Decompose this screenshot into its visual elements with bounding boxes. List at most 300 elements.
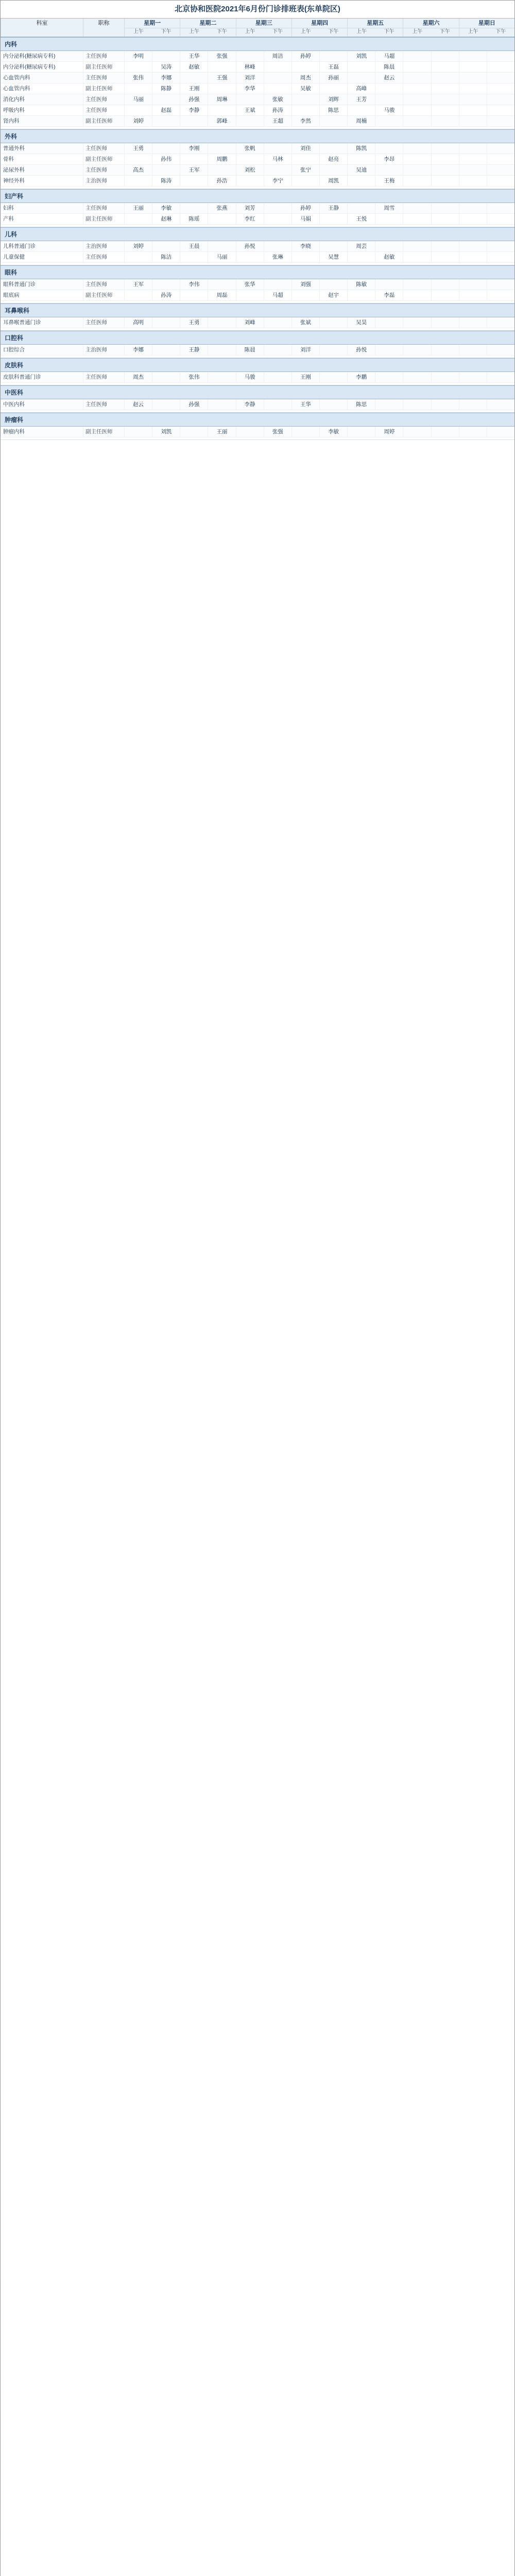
pm-label: 下午 — [328, 29, 339, 35]
slot-cell — [459, 345, 487, 355]
slot-cell: 陈洁 — [152, 252, 180, 262]
schedule-row — [1, 73, 514, 83]
slot-cell: 赵敏 — [375, 252, 403, 262]
slot-cell — [347, 105, 375, 115]
slot-cell — [375, 116, 403, 126]
slot-cell: 马林 — [264, 154, 291, 164]
schedule-row — [1, 116, 514, 127]
slot-cell: 王静 — [319, 203, 347, 213]
slot-cell: 周杰 — [124, 372, 152, 382]
title-header-label: 职称 — [98, 20, 110, 26]
day-name: 星期一 — [144, 20, 161, 26]
schedule-row — [1, 345, 514, 355]
slot-cell: 周琳 — [208, 94, 235, 105]
day-name: 星期六 — [422, 20, 440, 26]
dept-cell: 神经外科 — [1, 176, 83, 186]
slot-cell — [487, 83, 514, 94]
schedule-row — [1, 317, 514, 328]
slot-cell: 张燕 — [208, 203, 235, 213]
slot-cell — [487, 252, 514, 262]
slot-cell: 张强 — [264, 427, 291, 437]
slot-cell: 刘婷 — [124, 241, 152, 251]
am-label: 上午 — [412, 29, 423, 35]
slot-cell — [264, 203, 291, 213]
slot-cell — [487, 399, 514, 410]
slot-cell: 李娜 — [152, 73, 180, 83]
slot-cell — [264, 214, 291, 224]
slot-cell: 王勇 — [124, 143, 152, 154]
slot-cell: 吴昊 — [347, 317, 375, 328]
section-spacer — [1, 301, 514, 303]
section-spacer — [1, 437, 514, 439]
pm-label: 下午 — [439, 29, 450, 35]
day-header-mon — [124, 19, 180, 37]
section-rows — [1, 241, 514, 263]
slot-cell — [208, 345, 235, 355]
slot-cell — [152, 241, 180, 251]
title-cell: 主治医师 — [83, 176, 124, 186]
slot-cell: 张伟 — [124, 73, 152, 83]
slot-cell — [459, 176, 487, 186]
section-title: 口腔科 — [1, 331, 514, 345]
slot-cell — [236, 290, 264, 300]
slot-cell — [264, 345, 291, 355]
slot-cell — [487, 345, 514, 355]
slot-cell: 李娜 — [124, 345, 152, 355]
slot-cell: 刘凯 — [152, 427, 180, 437]
slot-cell: 王丽 — [208, 427, 235, 437]
slot-cell — [487, 62, 514, 72]
slot-cell — [236, 116, 264, 126]
slot-cell — [208, 279, 235, 290]
slot-cell — [152, 317, 180, 328]
section-rows — [1, 317, 514, 328]
slot-cell: 王勇 — [180, 317, 208, 328]
slot-cell: 李伟 — [180, 279, 208, 290]
slot-cell — [459, 105, 487, 115]
slot-cell: 张华 — [236, 279, 264, 290]
department-section — [1, 37, 514, 129]
slot-cell — [459, 94, 487, 105]
dept-header-label: 科室 — [36, 20, 48, 26]
title-cell: 主任医师 — [83, 317, 124, 328]
slot-cell — [459, 372, 487, 382]
title-cell: 副主任医师 — [83, 290, 124, 300]
slot-cell — [487, 290, 514, 300]
slot-cell — [403, 279, 431, 290]
slot-cell: 李磊 — [375, 290, 403, 300]
department-section — [1, 331, 514, 358]
slot-cell — [403, 83, 431, 94]
slot-cell — [180, 427, 208, 437]
section-title: 耳鼻喉科 — [1, 303, 514, 317]
slot-cell — [487, 105, 514, 115]
dept-cell: 内分泌科(糖尿病专科) — [1, 51, 83, 61]
slot-cell: 王斌 — [236, 105, 264, 115]
slot-cell — [347, 427, 375, 437]
title-cell: 主任医师 — [83, 94, 124, 105]
schedule-row — [1, 143, 514, 154]
slot-cell — [431, 345, 459, 355]
slot-cell — [403, 105, 431, 115]
slot-cell — [403, 203, 431, 213]
slot-cell — [264, 83, 291, 94]
slot-cell: 刘洋 — [291, 345, 319, 355]
slot-cell — [459, 165, 487, 175]
slot-cell — [431, 165, 459, 175]
slot-cell — [375, 279, 403, 290]
slot-cell: 周芸 — [347, 241, 375, 251]
slot-cell — [431, 214, 459, 224]
slot-cell — [180, 73, 208, 83]
section-spacer — [1, 127, 514, 129]
slot-cell — [459, 214, 487, 224]
slot-cell — [487, 94, 514, 105]
day-name: 星期三 — [255, 20, 272, 26]
day-name: 星期五 — [367, 20, 384, 26]
section-rows — [1, 372, 514, 383]
slot-cell: 李然 — [291, 116, 319, 126]
schedule-row — [1, 165, 514, 176]
slot-cell: 陈思 — [347, 399, 375, 410]
section-title: 外科 — [1, 129, 514, 143]
slot-cell — [347, 252, 375, 262]
slot-cell: 赵琳 — [152, 214, 180, 224]
section-title: 肿瘤科 — [1, 413, 514, 427]
slot-cell — [291, 62, 319, 72]
title-cell: 主任医师 — [83, 279, 124, 290]
slot-cell — [375, 372, 403, 382]
schedule-row — [1, 94, 514, 105]
section-rows — [1, 51, 514, 127]
slot-cell — [236, 154, 264, 164]
slot-cell — [208, 62, 235, 72]
slot-cell — [431, 116, 459, 126]
slot-cell: 王刚 — [180, 83, 208, 94]
schedule-row — [1, 290, 514, 301]
dept-cell: 中医内科 — [1, 399, 83, 410]
slot-cell: 刘佳 — [291, 143, 319, 154]
slot-cell: 刘芳 — [236, 203, 264, 213]
slot-cell — [431, 399, 459, 410]
schedule-row — [1, 176, 514, 187]
slot-cell — [180, 252, 208, 262]
slot-cell — [152, 116, 180, 126]
dept-cell: 呼吸内科 — [1, 105, 83, 115]
slot-cell — [264, 241, 291, 251]
slot-cell: 张斌 — [291, 317, 319, 328]
slot-cell — [459, 279, 487, 290]
dept-cell: 肿瘤内科 — [1, 427, 83, 437]
slot-cell: 陈凯 — [347, 143, 375, 154]
slot-cell — [291, 94, 319, 105]
slot-cell — [403, 372, 431, 382]
slot-cell: 陈晨 — [375, 62, 403, 72]
slot-cell — [487, 73, 514, 83]
slot-cell: 马骏 — [375, 105, 403, 115]
slot-cell — [124, 62, 152, 72]
slot-cell — [431, 427, 459, 437]
dept-cell: 口腔综合 — [1, 345, 83, 355]
slot-cell — [291, 252, 319, 262]
dept-cell: 眼底病 — [1, 290, 83, 300]
slot-cell: 孙悦 — [236, 241, 264, 251]
slot-cell: 赵亮 — [319, 154, 347, 164]
slot-cell: 王华 — [180, 51, 208, 61]
slot-cell — [431, 176, 459, 186]
slot-cell: 李宁 — [264, 176, 291, 186]
slot-cell — [403, 165, 431, 175]
slot-cell — [375, 83, 403, 94]
slot-cell — [487, 317, 514, 328]
slot-cell — [152, 399, 180, 410]
slot-cell: 王晨 — [180, 241, 208, 251]
slot-cell: 王刚 — [291, 372, 319, 382]
slot-cell — [291, 290, 319, 300]
section-title: 皮肤科 — [1, 358, 514, 372]
slot-cell — [180, 290, 208, 300]
slot-cell — [431, 73, 459, 83]
slot-cell: 马丽 — [124, 94, 152, 105]
title-cell: 主任医师 — [83, 73, 124, 83]
dept-cell: 产科 — [1, 214, 83, 224]
title-cell: 副主任医师 — [83, 214, 124, 224]
schedule-row — [1, 372, 514, 383]
slot-cell — [403, 62, 431, 72]
slot-cell: 吴涛 — [152, 62, 180, 72]
slot-cell: 孙悦 — [347, 345, 375, 355]
slot-cell — [124, 214, 152, 224]
slot-cell — [180, 154, 208, 164]
section-spacer — [1, 328, 514, 330]
slot-cell: 王超 — [264, 116, 291, 126]
slot-cell — [319, 143, 347, 154]
slot-cell — [403, 252, 431, 262]
slot-cell: 孙丽 — [319, 73, 347, 83]
slot-cell — [264, 62, 291, 72]
title-cell: 主任医师 — [83, 252, 124, 262]
department-section — [1, 265, 514, 303]
slot-cell — [319, 116, 347, 126]
slot-cell — [459, 51, 487, 61]
slot-cell: 李刚 — [180, 143, 208, 154]
title-cell: 主任医师 — [83, 372, 124, 382]
slot-cell — [403, 176, 431, 186]
slot-cell — [347, 290, 375, 300]
slot-cell — [487, 143, 514, 154]
slot-cell — [459, 83, 487, 94]
slot-cell — [291, 105, 319, 115]
slot-cell — [124, 427, 152, 437]
page-title: 北京协和医院2021年6月份门诊排班表(东单院区) — [1, 1, 514, 19]
slot-cell — [459, 116, 487, 126]
dept-cell: 泌尿外科 — [1, 165, 83, 175]
slot-cell: 周磊 — [208, 290, 235, 300]
slot-cell — [124, 83, 152, 94]
slot-cell: 赵磊 — [152, 105, 180, 115]
slot-cell — [459, 252, 487, 262]
slot-cell: 孙浩 — [208, 176, 235, 186]
slot-cell — [347, 73, 375, 83]
schedule-row — [1, 83, 514, 94]
section-spacer — [1, 225, 514, 227]
dept-cell: 普通外科 — [1, 143, 83, 154]
section-rows — [1, 399, 514, 410]
slot-cell — [208, 143, 235, 154]
day-name: 星期二 — [199, 20, 217, 26]
slot-cell: 王强 — [208, 73, 235, 83]
slot-cell — [236, 51, 264, 61]
slot-cell: 王军 — [180, 165, 208, 175]
am-label: 上午 — [245, 29, 255, 35]
department-section — [1, 385, 514, 413]
day-header-sat — [403, 19, 458, 37]
slot-cell: 李华 — [236, 83, 264, 94]
slot-cell — [459, 143, 487, 154]
slot-cell: 郭峰 — [208, 116, 235, 126]
title-cell: 副主任医师 — [83, 427, 124, 437]
dept-cell: 肾内科 — [1, 116, 83, 126]
slot-cell — [152, 165, 180, 175]
department-section — [1, 358, 514, 385]
slot-cell — [487, 176, 514, 186]
slot-cell: 李昂 — [375, 154, 403, 164]
slot-cell: 王丽 — [124, 203, 152, 213]
slot-cell — [180, 116, 208, 126]
title-cell: 主任医师 — [83, 165, 124, 175]
slot-cell: 高明 — [124, 317, 152, 328]
dept-cell: 眼科普通门诊 — [1, 279, 83, 290]
slot-cell — [319, 241, 347, 251]
slot-cell — [319, 214, 347, 224]
slot-cell: 孙强 — [180, 94, 208, 105]
slot-cell — [347, 203, 375, 213]
section-rows — [1, 345, 514, 355]
day-name: 星期日 — [478, 20, 495, 26]
slot-cell — [459, 241, 487, 251]
slot-cell: 王华 — [291, 399, 319, 410]
dept-cell: 心血管内科 — [1, 73, 83, 83]
schedule-sections — [1, 37, 514, 440]
title-cell: 主任医师 — [83, 203, 124, 213]
slot-cell — [319, 345, 347, 355]
slot-cell — [208, 399, 235, 410]
slot-cell — [124, 105, 152, 115]
slot-cell: 周洁 — [264, 51, 291, 61]
slot-cell — [403, 51, 431, 61]
slot-cell — [487, 154, 514, 164]
slot-cell — [403, 399, 431, 410]
slot-cell: 李静 — [236, 399, 264, 410]
dept-cell: 儿童保健 — [1, 252, 83, 262]
slot-cell: 马骏 — [236, 372, 264, 382]
slot-cell — [264, 372, 291, 382]
slot-cell: 林峰 — [236, 62, 264, 72]
slot-cell — [487, 165, 514, 175]
slot-cell — [375, 143, 403, 154]
slot-cell — [375, 345, 403, 355]
slot-cell — [459, 73, 487, 83]
slot-cell — [208, 241, 235, 251]
slot-cell — [124, 176, 152, 186]
slot-cell — [403, 427, 431, 437]
slot-cell: 张宁 — [291, 165, 319, 175]
slot-cell — [431, 372, 459, 382]
slot-cell — [487, 372, 514, 382]
slot-cell — [431, 252, 459, 262]
slot-cell — [487, 214, 514, 224]
slot-cell: 张敏 — [264, 94, 291, 105]
slot-cell — [487, 203, 514, 213]
title-header — [83, 19, 124, 37]
slot-cell — [431, 279, 459, 290]
dept-cell: 儿科普通门诊 — [1, 241, 83, 251]
am-label: 上午 — [189, 29, 200, 35]
slot-cell: 吴慧 — [319, 252, 347, 262]
slot-cell — [431, 94, 459, 105]
slot-cell: 高杰 — [124, 165, 152, 175]
slot-cell: 陈晨 — [236, 345, 264, 355]
slot-cell — [459, 203, 487, 213]
slot-cell: 张帆 — [236, 143, 264, 154]
slot-cell: 王芳 — [347, 94, 375, 105]
slot-cell: 张琳 — [264, 252, 291, 262]
slot-cell — [403, 290, 431, 300]
section-spacer — [1, 355, 514, 358]
dept-cell: 皮肤科普通门诊 — [1, 372, 83, 382]
slot-cell — [459, 427, 487, 437]
schedule-row — [1, 154, 514, 165]
slot-cell — [375, 399, 403, 410]
slot-cell: 马娟 — [291, 214, 319, 224]
slot-cell — [208, 317, 235, 328]
day-header-sun — [459, 19, 514, 37]
section-spacer — [1, 383, 514, 385]
slot-cell — [291, 427, 319, 437]
section-title: 中医科 — [1, 385, 514, 399]
am-label: 上午 — [356, 29, 367, 35]
table-header — [1, 19, 514, 37]
slot-cell: 周鹏 — [208, 154, 235, 164]
slot-cell — [152, 51, 180, 61]
slot-cell — [236, 176, 264, 186]
slot-cell — [319, 83, 347, 94]
slot-cell — [459, 290, 487, 300]
slot-cell — [403, 73, 431, 83]
slot-cell — [403, 241, 431, 251]
section-title: 儿科 — [1, 227, 514, 241]
dept-cell: 消化内科 — [1, 94, 83, 105]
slot-cell — [124, 154, 152, 164]
slot-cell: 刘辉 — [319, 94, 347, 105]
slot-cell: 吴敏 — [291, 83, 319, 94]
schedule-row — [1, 62, 514, 73]
slot-cell — [236, 94, 264, 105]
slot-cell: 陈敏 — [347, 279, 375, 290]
slot-cell: 刘婷 — [124, 116, 152, 126]
slot-cell — [180, 203, 208, 213]
section-rows — [1, 279, 514, 301]
slot-cell: 张强 — [208, 51, 235, 61]
schedule-row — [1, 214, 514, 225]
slot-cell — [208, 372, 235, 382]
am-label: 上午 — [133, 29, 144, 35]
slot-cell: 周婷 — [375, 427, 403, 437]
slot-cell: 李晓 — [291, 241, 319, 251]
title-cell: 副主任医师 — [83, 116, 124, 126]
am-label: 上午 — [300, 29, 311, 35]
slot-cell — [152, 372, 180, 382]
